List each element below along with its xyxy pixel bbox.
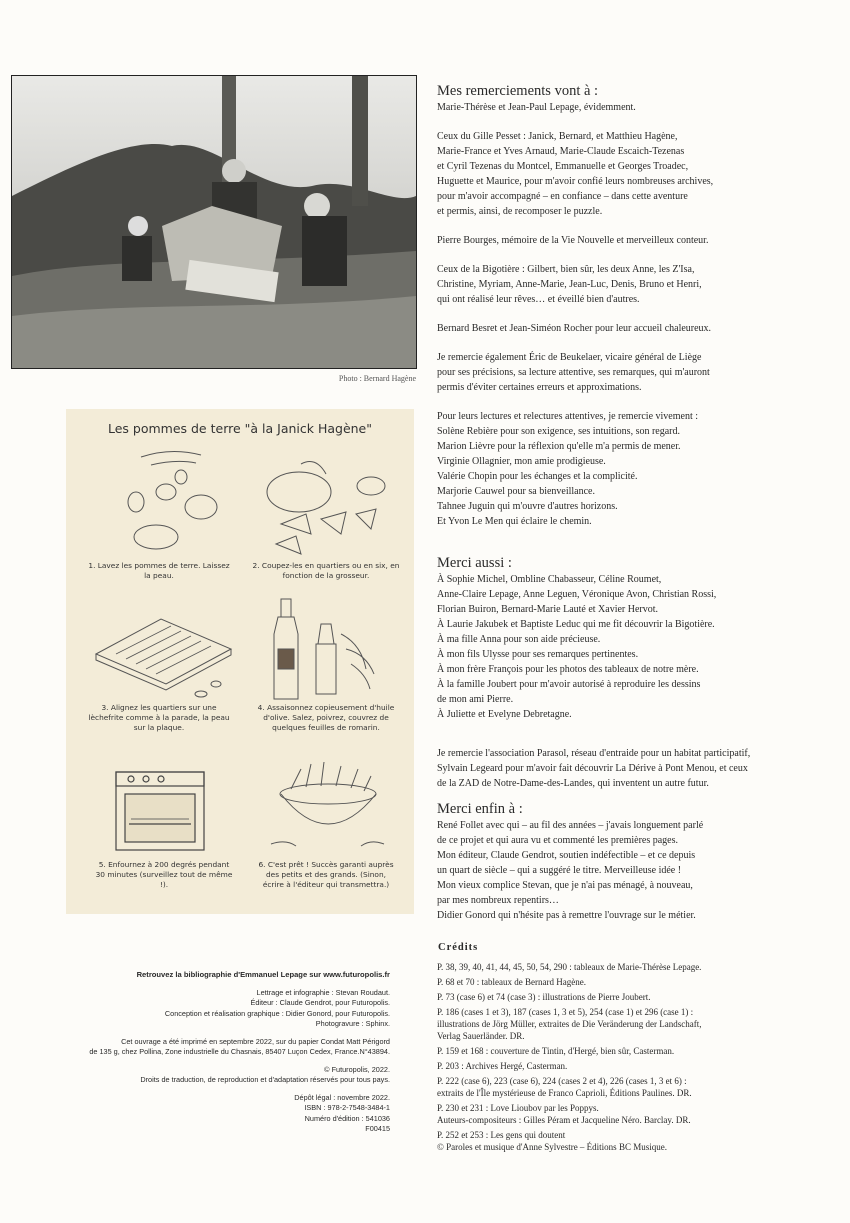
- credit-entry: [437, 1129, 837, 1153]
- acknowledgements-heading: Mes remerciements vont à :: [437, 83, 599, 99]
- thanks-line: À Sophie Michel, Ombline Chabasseur, Céline Roumet,: [437, 574, 662, 585]
- legal-line: Numéro d'édition : 541036: [304, 1113, 390, 1123]
- oven-sketch: [111, 764, 211, 854]
- credits: [437, 942, 837, 1156]
- thanks-line: Didier Gonord qui n'hésite pas à remettre l'ouvrage sur le métier.: [437, 910, 696, 921]
- thanks-line: Virginie Ollagnier, mon amie prodigieuse.: [437, 456, 606, 467]
- baking-tray-sketch: [91, 604, 236, 704]
- recipe-illustration: [66, 409, 414, 914]
- credit-entry: [437, 1075, 837, 1099]
- staff-line: Conception et réalisation graphique : Didier Gonord, pour Futuropolis.: [164, 1008, 390, 1018]
- thanks-line: Je remercie l'association Parasol, réseau d'entraide pour un habitat participatif,: [437, 748, 751, 759]
- recipe-title: Les pommes de terre "à la Janick Hagène": [107, 421, 373, 436]
- thanks-line: Marion Lièvre pour la réflexion qu'elle m'a permis de mener.: [437, 441, 681, 452]
- credit-line: illustrations de Jörg Müller, extraites de Die Veränderung der Landschaft,: [437, 1019, 702, 1029]
- thanks-line: Bernard Besret et Jean-Siméon Rocher pour leur accueil chaleureux.: [437, 323, 712, 334]
- credit-line: P. 203 : Archives Hergé, Casterman.: [437, 1061, 568, 1071]
- rights-info: [60, 1065, 390, 1086]
- thanks-line: À mon fils Ulysse pour ses remarques pertinentes.: [437, 649, 639, 660]
- thanks-line: Valérie Chopin pour les échanges et la complicité.: [437, 471, 638, 482]
- recipe-step-1: 1. Lavez les pommes de terre. Laissez la peau.: [88, 561, 230, 580]
- thanks-line: René Follet avec qui – au fil des années – j'avais longuement parlé: [437, 820, 704, 831]
- thanks-line: qui ont réalisé leur rêves… et éveillé bien d'autres.: [437, 294, 640, 305]
- thanks-line: Anne-Claire Lepage, Anne Leguen, Véronique Avon, Christian Rossi,: [437, 589, 717, 600]
- credit-entry: [437, 1060, 837, 1072]
- thanks-line: À Juliette et Evelyne Debretagne.: [437, 709, 572, 720]
- staff-line: Éditeur : Claude Gendrot, pour Futuropolis.: [250, 998, 390, 1007]
- staff-line: Lettrage et infographie : Stevan Roudaut.: [256, 987, 390, 997]
- black-and-white-photo: [11, 75, 417, 369]
- thanks-line: Tahnee Juguin qui m'ouvre d'autres horizons.: [437, 501, 618, 512]
- credit-line: P. 252 et 253 : Les gens qui doutent: [437, 1130, 566, 1140]
- rights-line: © Futuropolis, 2022.: [324, 1064, 390, 1074]
- thanks-line: de ce projet et qui aura vu et commenté les premières pages.: [437, 835, 679, 846]
- potatoes-washing-sketch: [121, 447, 231, 557]
- credit-line: P. 38, 39, 40, 41, 44, 45, 50, 54, 290 : tableaux de Marie-Thérèse Lepage.: [437, 962, 702, 972]
- recipe-step-2: 2. Coupez-les en quartiers ou en six, en fonction de la grosseur.: [252, 561, 400, 580]
- thanks-line: À la famille Joubert pour m'avoir autorisé à reproduire les dessins: [437, 679, 701, 690]
- thanks-line: Christine, Myriam, Anne-Marie, Jean-Luc, Denis, Bruno et Henri,: [437, 279, 702, 290]
- credit-line: Auteurs-compositeurs : Gilles Péram et Jacqueline Néro. Barclay. DR.: [437, 1115, 691, 1125]
- credit-entry: [437, 961, 837, 973]
- thanks-line: Marjorie Cauwel pour sa bienveillance.: [437, 486, 595, 497]
- thanks-line: Marie-France et Yves Arnaud, Marie-Claude Escaich-Tezenas: [437, 146, 685, 157]
- credit-line: P. 230 et 231 : Love Lioubov par les Poppys.: [437, 1103, 599, 1113]
- acknowledgements: [437, 82, 837, 923]
- credit-line: P. 73 (case 6) et 74 (case 3) : illustrations de Pierre Joubert.: [437, 992, 651, 1002]
- recipe-step-5: 5. Enfournez à 200 degrés pendant 30 minutes (surveillez tout de même !).: [95, 860, 233, 889]
- thanks-line: et Cyril Tezenas du Montcel, Emmanuelle et Georges Troadec,: [437, 161, 689, 172]
- thanks-line: de mon ami Pierre.: [437, 694, 514, 705]
- thanks-line: Sylvain Legeard pour m'avoir fait découvrir La Dérive à Pont Menou, et ceux: [437, 763, 748, 774]
- thanks-line: Huguette et Maurice, pour m'avoir confié leurs nombreuses archives,: [437, 176, 714, 187]
- recipe-step-6: 6. C'est prêt ! Succès garanti auprès des petits et des grands. (Sinon, écrire à l'éditeur qui transmettra.): [258, 860, 394, 889]
- printing-info: [60, 1037, 390, 1058]
- thanks-line: Mon éditeur, Claude Gendrot, soutien indéfectible – et ce depuis: [437, 850, 696, 861]
- imprint: [60, 970, 390, 1135]
- thanks-line: permis d'éviter certaines erreurs et approximations.: [437, 382, 642, 393]
- thanks-line: un quart de siècle – qui a suggéré le titre. Merveilleuse idée !: [437, 865, 682, 876]
- thanks-line: Solène Rebière pour son exigence, ses intuitions, son regard.: [437, 426, 680, 437]
- thanks-line: par mes nombreux repentirs…: [437, 895, 559, 906]
- credit-line: Verlag Sauerländer. DR.: [437, 1031, 525, 1041]
- thanks-line: Et Yvon Le Men qui éclaire le chemin.: [437, 516, 592, 527]
- thanks-line: Florian Buiron, Bernard-Marie Lauté et Xavier Hervot.: [437, 604, 659, 615]
- thanks-line: À Laurie Jakubek et Baptiste Leduc qui me fit découvrir la Bigotière.: [437, 619, 715, 630]
- thanks-line: Mon vieux complice Stevan, que je n'ai pas ménagé, à nouveau,: [437, 880, 693, 891]
- credit-line: P. 222 (case 6), 223 (case 6), 224 (cases 2 et 4), 226 (cases 1, 3 et 6) :: [437, 1076, 687, 1086]
- credit-entry: [437, 991, 837, 1003]
- merci-enfin-heading: Merci enfin à :: [437, 801, 523, 817]
- thanks-line: Ceux du Gille Pesset : Janick, Bernard, et Matthieu Hagène,: [437, 131, 678, 142]
- photo-children-playing-image: [12, 76, 416, 368]
- thanks-line: Pour leurs lectures et relectures attentives, je remercie vivement :: [437, 411, 699, 422]
- credit-line: P. 159 et 168 : couverture de Tintin, d'Hergé, bien sûr, Casterman.: [437, 1046, 675, 1056]
- thanks-line: Je remercie également Éric de Beukelaer, vicaire général de Liège: [437, 352, 702, 363]
- oil-and-pepper-sketch: [266, 594, 386, 709]
- thanks-line: pour ses précisions, sa lecture attentive, ses remarques, qui m'auront: [437, 367, 710, 378]
- credit-line: extraits de l'Île mystérieuse de Franco Caprioli, Éditions Paulines. DR.: [437, 1088, 692, 1098]
- printing-line: Cet ouvrage a été imprimé en septembre 2022, sur du papier Condat Matt Périgord: [121, 1036, 390, 1046]
- legal-deposit-info: [60, 1093, 390, 1135]
- credit-line: P. 186 (cases 1 et 3), 187 (cases 1, 3 et 5), 254 (case 1) et 296 (case 1) :: [437, 1007, 694, 1017]
- bowl-of-potatoes-sketch: [266, 754, 391, 854]
- thanks-line: pour m'avoir accompagné – en confiance – dans cette aventure: [437, 191, 688, 202]
- printing-line: de 135 g, chez Pollina, Zone industrielle du Chasnais, 85407 Luçon Cedex, France.N°43894.: [89, 1047, 390, 1056]
- credit-entry: [437, 1006, 837, 1042]
- thanks-line: et permis, ainsi, de recomposer le puzzle.: [437, 206, 603, 217]
- recipe-step-3: 3. Alignez les quartiers sur une lèchefrite comme à la parade, la peau sur la plaque.: [88, 703, 230, 732]
- rights-line: Droits de traduction, de reproduction et d'adaptation réservés pour tous pays.: [140, 1075, 390, 1084]
- thanks-line: Ceux de la Bigotière : Gilbert, bien sûr, les deux Anne, les Z'Isa,: [437, 264, 695, 275]
- thanks-line: de la ZAD de Notre-Dame-des-Landes, qui inventent un autre futur.: [437, 778, 709, 789]
- merci-aussi-heading: Merci aussi :: [437, 555, 512, 571]
- recipe-step-4: 4. Assaisonnez copieusement d'huile d'olive. Salez, poivrez, couvrez de quelques feuilles de romarin.: [257, 703, 395, 732]
- credit-entry: [437, 1045, 837, 1057]
- legal-line: F00415: [365, 1124, 390, 1133]
- bibliography-link-text: Retrouvez la bibliographie d'Emmanuel Lepage sur www.futuropolis.fr: [136, 970, 390, 979]
- credit-line: P. 68 et 70 : tableaux de Bernard Hagène.: [437, 977, 586, 987]
- legal-line: Dépôt légal : novembre 2022.: [294, 1092, 390, 1102]
- credit-entry: [437, 976, 837, 988]
- thanks-line: À ma fille Anna pour son aide précieuse.: [437, 634, 601, 645]
- thanks-line: Marie-Thérèse et Jean-Paul Lepage, évidemment.: [437, 102, 636, 113]
- credit-line: © Paroles et musique d'Anne Sylvestre – Éditions BC Musique.: [437, 1142, 667, 1152]
- staff-credits: [60, 988, 390, 1030]
- photo-caption: Photo : Bernard Hagène: [338, 374, 416, 383]
- legal-line: ISBN : 978-2-7548-3484-1: [304, 1103, 390, 1112]
- staff-line: Photogravure : Sphinx.: [315, 1019, 390, 1028]
- thanks-line: À mon frère François pour les photos des tableaux de notre mère.: [437, 664, 699, 675]
- credits-heading: Crédits: [438, 942, 479, 953]
- credit-entry: [437, 1102, 837, 1126]
- thanks-line: Pierre Bourges, mémoire de la Vie Nouvelle et merveilleux conteur.: [437, 235, 709, 246]
- cut-potatoes-sketch: [261, 454, 391, 559]
